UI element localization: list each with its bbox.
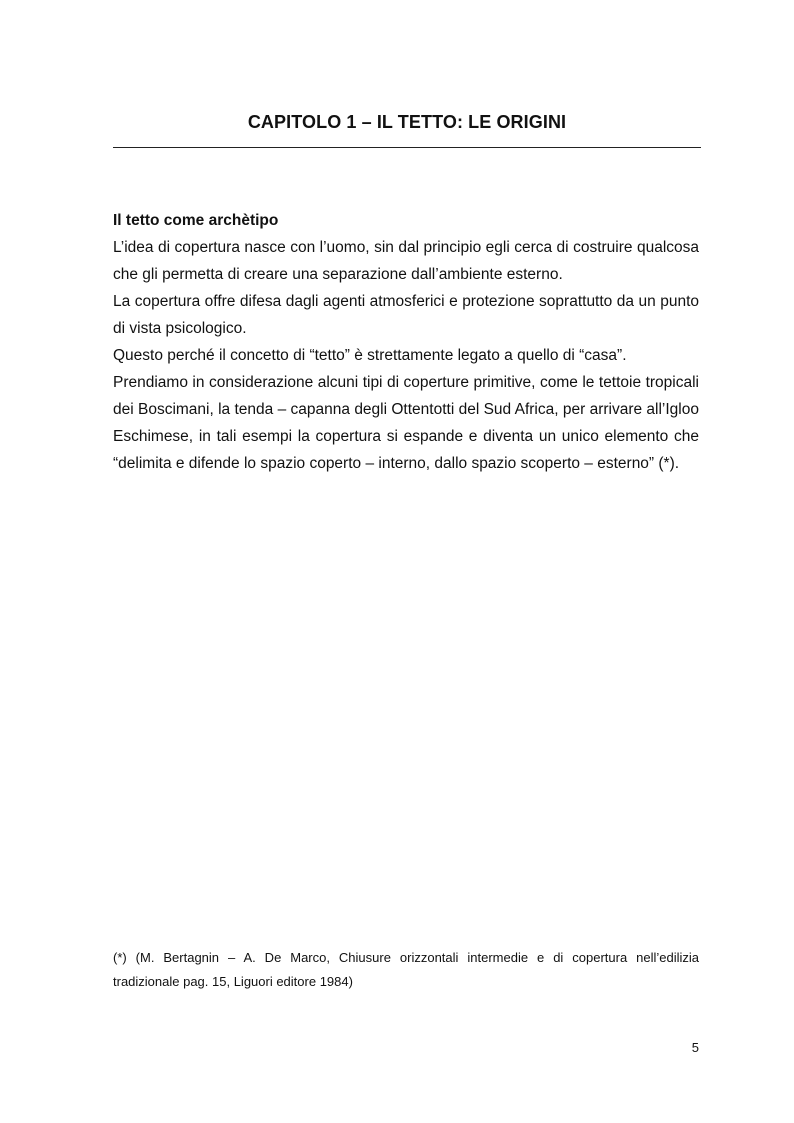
page-number: 5 <box>691 1040 699 1055</box>
paragraph: L’idea di copertura nasce con l’uomo, sin dal principio egli cerca di costruire qualcosa che gli permetta di creare una separazione dall’ambiente esterno. <box>113 239 699 283</box>
paragraph: Prendiamo in considerazione alcuni tipi di coperture primitive, come le tettoie tropicali dei Boscimani, la tenda – capanna degli Ottentotti del Sud Africa, per arrivare all’Igloo Eschimese, in tali esempi la copertura si espande e diventa un unico elemento che “delimita e difende lo spazio coperto – interno, dallo spazio scoperto – esterno” (*). <box>113 374 699 472</box>
chapter-title: CAPITOLO 1 – IL TETTO: LE ORIGINI <box>247 112 567 132</box>
paragraph: Questo perché il concetto di “tetto” è strettamente legato a quello di “casa”. <box>113 347 627 364</box>
footnote: (*) (M. Bertagnin – A. De Marco, Chiusure orizzontali intermedie e di copertura nell’edilizia tradizionale pag. 15, Liguori editore 1984) <box>113 950 699 989</box>
section-heading: Il tetto come archètipo <box>113 212 279 229</box>
title-divider <box>113 147 701 148</box>
paragraph: La copertura offre difesa dagli agenti atmosferici e protezione soprattutto da un punto di vista psicologico. <box>113 293 699 337</box>
section-body <box>113 207 699 477</box>
